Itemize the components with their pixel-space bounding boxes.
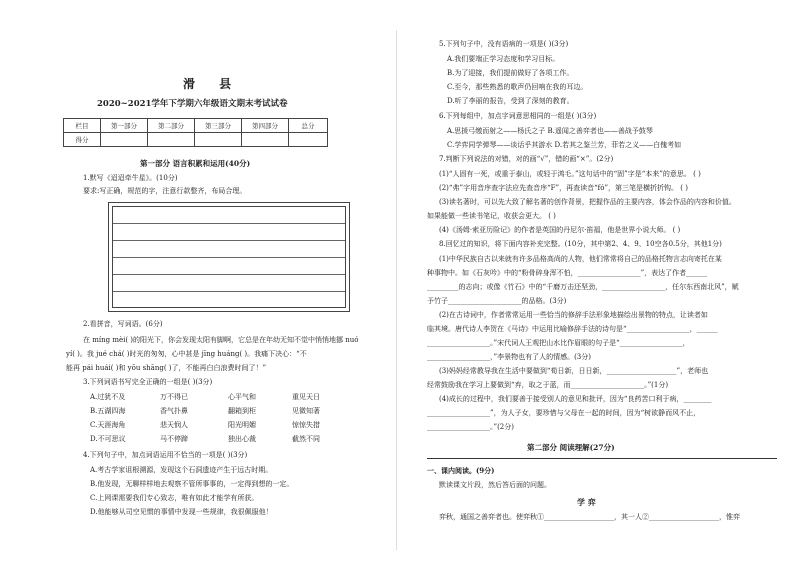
right-page bbox=[397, 0, 794, 562]
q5-option-d: D.听了李丽的报告，受到了深刻的教育。 bbox=[447, 97, 574, 105]
q3-option: 惊惊失措 bbox=[292, 421, 320, 429]
writing-line bbox=[113, 291, 345, 292]
part1-title: 第一部分 语言积累和运用(40分) bbox=[140, 159, 251, 168]
q8-item2-line4: __________________，”李景物也有了人的情感。(3分) bbox=[427, 353, 591, 361]
score-table bbox=[63, 118, 328, 147]
table-cell: 第三部分 bbox=[195, 119, 242, 133]
q3-text: 3.下列词语书写完全正确的一组是( )(3分) bbox=[83, 378, 213, 386]
q8-item4: (4)成长的过程中，我们要善于接受别人的意见和批评，因为“良药苦口利于病，________ bbox=[439, 395, 712, 403]
q3-option: C.天涯海角 bbox=[90, 421, 126, 429]
q3-option: 重见天日 bbox=[292, 393, 320, 401]
q8-item2-line2: 临其境。唐代诗人李贺在《马诗》中运用比喻修辞手法的诗句是“__________________，______ bbox=[427, 325, 718, 333]
q3-option: 独出心裁 bbox=[228, 435, 256, 443]
q3-option: A.过犹不及 bbox=[90, 393, 126, 401]
writing-line bbox=[113, 274, 345, 275]
q2-line2: yí( )。我 jué chá( )时光的匆匆，心中甚是 jīng huáng( )。我痛下决心：“不 bbox=[66, 350, 307, 358]
divider bbox=[427, 458, 777, 459]
q4-option-b: B.他发现，无聊样样地去观察不管所事事的，一定得到想的一定。 bbox=[90, 480, 294, 488]
q8-item1-line4: 予竹子_____________________的品格。(3分) bbox=[427, 297, 567, 305]
q4-option-d: D.他能够从司空见惯的事情中发现一些规律，我很佩服他！ bbox=[90, 508, 273, 516]
q8-item2: (2)在古诗词中，作者常常运用一些恰当的修辞手法形象地描绘出景物的特点，让读者如 bbox=[439, 311, 708, 319]
q7-item2: (2)“弗”字用音序查字法应先查音序“F”，再查读音“fó”，第三笔是横折折钩。 ( ) bbox=[439, 184, 688, 192]
q1-text: 1.默写《迢迢牵牛星》。(10分) bbox=[83, 174, 178, 182]
table-row bbox=[64, 133, 328, 147]
q7-item3: (3)读名著时，可以先大致了解名著的创作背景，把握作品的主要内容，体会作品的内容和价值。 bbox=[439, 198, 736, 206]
q3-option: 悲天悯人 bbox=[160, 421, 188, 429]
q5-text: 5.下列句子中，没有语病的一项是( )(3分) bbox=[439, 40, 569, 48]
passage-title: 学 弈 bbox=[577, 497, 596, 507]
q4-option-c: C.上网课需要我们专心致志，唯有如此才能学有所获。 bbox=[90, 494, 259, 502]
q8-item1: (1)中华民族自古以来就有许多品格高尚的人物，他们常常将自己的品格托物言志向寄托在某 bbox=[439, 255, 722, 263]
q3-option: 阳光明媚 bbox=[228, 421, 256, 429]
q8-item1-line3: _________的志向；或像《竹石》中的“千磨万击还坚劲，__________________，任尔东西南北风”，赋 bbox=[427, 283, 739, 291]
q3-option: B.五湖四海 bbox=[90, 407, 126, 415]
section1-title: 一、课内阅读。(9分) bbox=[427, 466, 495, 475]
q1-requirement: 要求:写正确，规范的字，注意行款整齐，布局合理。 bbox=[83, 187, 247, 195]
q7-text: 7.判断下列说法的对错，对的画“√”，错的画“×”。(2分) bbox=[439, 155, 614, 163]
q6-text: 6.下列每组中，加点字词意思相同的一组是( )(3分) bbox=[439, 112, 597, 120]
q3-option: D.不可思议 bbox=[90, 435, 126, 443]
q8-item4-line3: __________________。”(2分) bbox=[427, 423, 514, 431]
q7-item4: (4)《汤姆·索亚历险记》的作者是英国的丹尼尔·笛福，他是世界小说大师。 ( ) bbox=[439, 226, 681, 234]
q3-option: 香气扑鼻 bbox=[160, 407, 188, 415]
q8-item4-line2: __________________”，为人子女，要珍惜与父母在一起的时间，因为“树欲静而风不止， bbox=[427, 409, 701, 417]
q6-options-cd: C.学弈同学弹琴——谈话乎其游水 D.若其之鉴兰芳，菲若之义——白傀考如 bbox=[447, 141, 682, 149]
table-cell: 得分 bbox=[64, 133, 101, 147]
table-cell: 第四部分 bbox=[242, 119, 289, 133]
q7-item3-cont: 如果能做一些读书笔记，收获会更大。 ( ) bbox=[427, 212, 556, 220]
writing-box-inner bbox=[112, 206, 346, 308]
q7-item1: (1)“人固有一死，或重于泰山，或轻于鸿毛。”这句话中的“固”字是“本来”的意思。 ( ) bbox=[439, 170, 701, 178]
q8-item3: (3)妈妈经常教导我在生活中要做到“荀日新，日日新，____________________”，老师也 bbox=[439, 367, 709, 375]
section1-requirement: 默读课文片段，然后答后面的问题。 bbox=[439, 481, 551, 489]
table-cell: 第二部分 bbox=[148, 119, 195, 133]
writing-line bbox=[113, 223, 345, 224]
writing-line bbox=[113, 257, 345, 258]
passage-line1: 弈秋，通国之善弈者也。使弈秋①____________________，其一人②____________________，惟弈 bbox=[439, 513, 740, 521]
q3-option: 翻箱到柜 bbox=[228, 407, 256, 415]
q3-option: 截然不同 bbox=[292, 435, 320, 443]
part2-title: 第二部分 阅读理解(27分) bbox=[527, 443, 615, 452]
table-cell bbox=[242, 133, 289, 147]
exam-title: 2020~2021学年下学期六年级语文期末考试试卷 bbox=[97, 99, 288, 109]
q3-option: 马不停蹄 bbox=[160, 435, 188, 443]
q5-option-a: A.我们要端正学习态度和学习目标。 bbox=[447, 55, 560, 63]
q2-line3: 能再 pái huái( )和 yōu shāng( )了，不能再白白浪费时间了！” bbox=[66, 364, 267, 372]
table-cell: 第一部分 bbox=[101, 119, 148, 133]
writing-box[interactable] bbox=[108, 202, 350, 312]
q6-options-ab: A.思援弓缴而射之——杨氏之子 B.遥闻之善弈者也——善战予鼓琴 bbox=[447, 127, 653, 135]
q3-option: 见微知著 bbox=[292, 407, 320, 415]
q8-text: 8.回忆过的知识，将下面内容补充完整。(10分，其中第2、4、9、10空各0.5分，其他1分) bbox=[439, 240, 722, 248]
table-cell bbox=[195, 133, 242, 147]
table-cell: 总分 bbox=[289, 119, 328, 133]
county-title: 滑 县 bbox=[183, 77, 242, 91]
q4-text: 4.下列句子中，加点词语运用不恰当的一项是( )(3分) bbox=[83, 451, 248, 459]
table-row bbox=[64, 119, 328, 133]
q3-option: 心平气和 bbox=[228, 393, 256, 401]
table-cell bbox=[101, 133, 148, 147]
q2-text: 2.看拼音，写词语。(6分) bbox=[83, 320, 163, 328]
writing-line bbox=[113, 240, 345, 241]
table-cell bbox=[289, 133, 328, 147]
table-cell bbox=[148, 133, 195, 147]
q4-option-a: A.考古学家诅根溯源，发现这个石洞遗迹产生于远古时期。 bbox=[90, 466, 273, 474]
table-cell: 栏目 bbox=[64, 119, 101, 133]
q2-line1: 在 míng mèi( )的阳光下，你会发现太阳有脚啊，它总是在年幼无知不觉中悄悄地挪 nuó bbox=[83, 336, 359, 344]
q3-option: 万不得已 bbox=[160, 393, 188, 401]
q8-item2-line3: __________________。”宋代词人王观把山水比作眉眼的句子是“__________________， bbox=[427, 339, 690, 347]
q5-option-b: B.为了迎接，我们提前做好了各项工作。 bbox=[447, 69, 574, 77]
q5-option-c: C.至今，那些熟悉的歌声仍回响在我的耳边。 bbox=[447, 83, 588, 91]
q8-item3-line2: 经常鼓励我在学习上要做到“弃，取之于蓝，而_____________________。”(1分) bbox=[427, 381, 669, 389]
q8-item1-line2: 种事物中。如《石灰吟》中的“粉骨碎身浑不怕，__________________”，表达了作者______ bbox=[427, 269, 708, 277]
